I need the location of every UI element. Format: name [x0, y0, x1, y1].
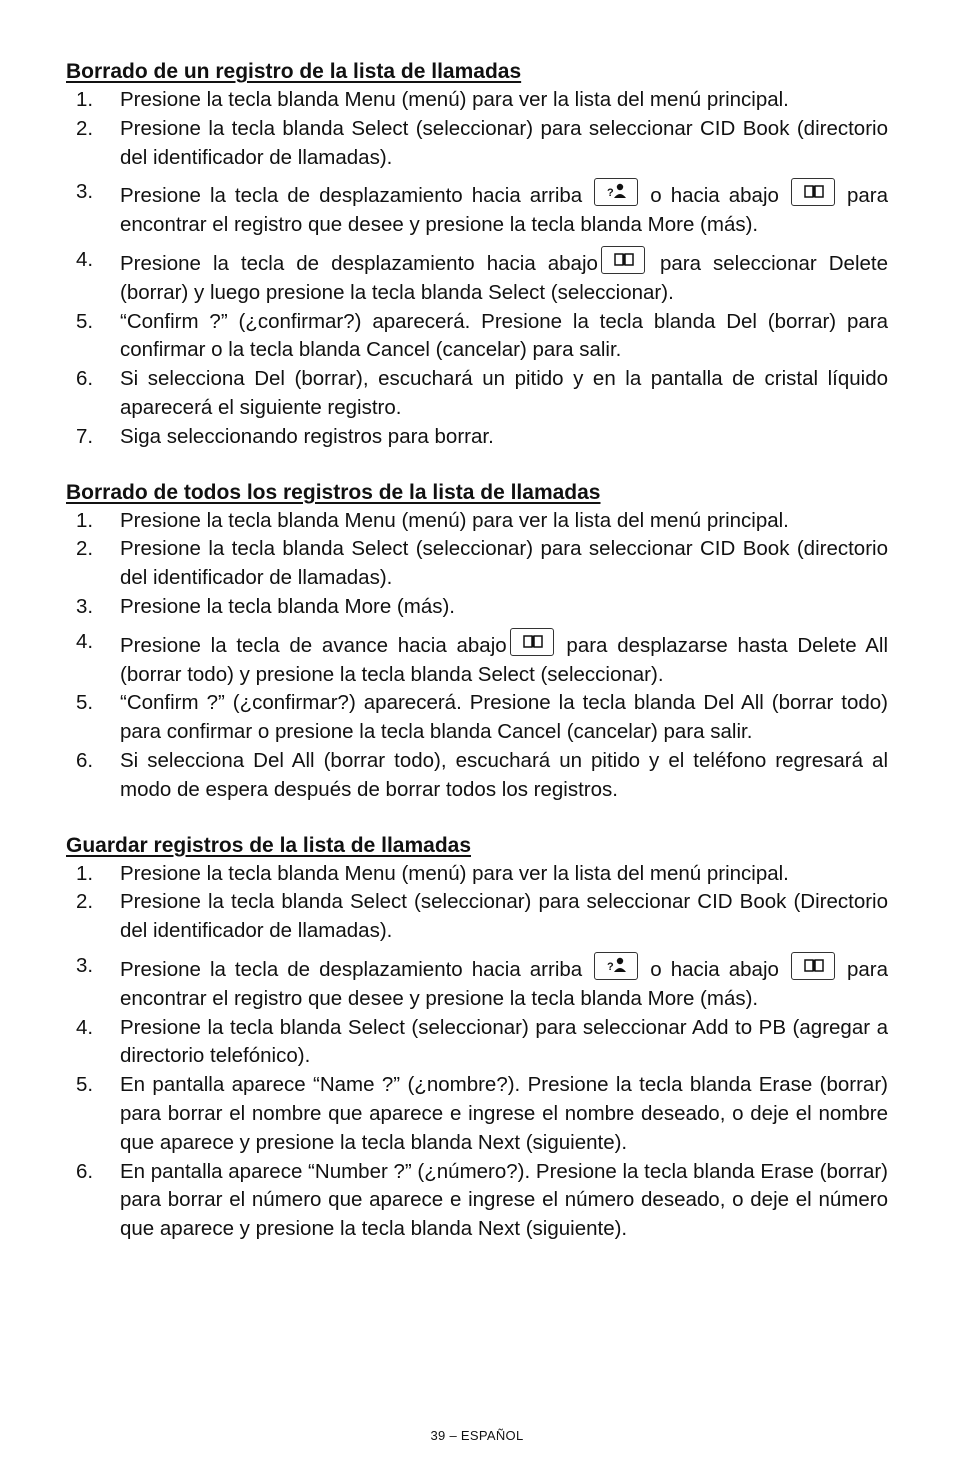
list-item [66, 622, 888, 690]
step-number: 2. [76, 890, 94, 914]
step-list [66, 86, 888, 452]
step-list [66, 507, 888, 805]
cid-up-key-icon [594, 178, 638, 206]
phonebook-down-key-icon [601, 246, 645, 274]
step-text: para seleccionar Delete (borrar) y luego presione la tecla blanda Select (seleccionar). [120, 251, 888, 304]
step-text: “Confirm ?” (¿confirmar?) aparecerá. Presione la tecla blanda Del All (borrar todo) para confirmar o presione la tecla blanda Cancel (cancelar) para salir. [120, 691, 888, 744]
list-item [66, 747, 888, 805]
section-title: Guardar registros de la lista de llamadas [66, 833, 471, 857]
cid-up-key-icon [594, 952, 638, 980]
step-number: 4. [76, 247, 94, 271]
list-item [66, 888, 888, 946]
list-item [66, 172, 888, 240]
list-item [66, 86, 888, 115]
list-item [66, 535, 888, 593]
step-number: 2. [76, 537, 94, 561]
list-item [66, 1158, 888, 1244]
step-text: Presione la tecla blanda Select (seleccionar) para seleccionar CID Book (directorio del identificador de llamadas). [120, 537, 888, 590]
step-number: 1. [76, 861, 94, 885]
step-text: Si selecciona Del (borrar), escuchará un pitido y en la pantalla de cristal líquido aparecerá el siguiente registro. [120, 367, 888, 419]
step-number: 6. [76, 1159, 94, 1183]
step-text: Presione la tecla de avance hacia abajo [120, 633, 507, 657]
step-number: 2. [76, 116, 94, 140]
step-text: para desplazarse hasta Delete All (borrar todo) y presione la tecla blanda Select (seleccionar). [120, 633, 888, 686]
step-text: Presione la tecla de desplazamiento hacia abajo [120, 251, 598, 275]
list-item [66, 308, 888, 366]
phonebook-down-key-icon [791, 178, 835, 206]
step-number: 5. [76, 691, 94, 715]
step-text: para encontrar el registro que desee y presione la tecla blanda More (más). [120, 957, 889, 1010]
step-text: Presione la tecla blanda Select (seleccionar) para seleccionar Add to PB (agregar a directorio telefónico). [120, 1015, 888, 1068]
list-item [66, 1014, 888, 1072]
step-number: 6. [76, 367, 94, 391]
step-list [66, 860, 888, 1244]
step-text: Presione la tecla blanda Menu (menú) para ver la lista del menú principal. [120, 861, 789, 885]
step-text: Presione la tecla blanda Select (seleccionar) para seleccionar CID Book (directorio del identificador de llamadas). [120, 116, 888, 169]
list-item [66, 115, 888, 173]
step-number: 5. [76, 309, 94, 333]
section-save-records [66, 832, 888, 1244]
section-delete-one [66, 58, 888, 452]
list-item [66, 240, 888, 308]
step-number: 4. [76, 629, 94, 653]
list-item [66, 593, 888, 622]
step-number: 7. [76, 424, 94, 448]
page-footer: 39 – ESPAÑOL [430, 1428, 524, 1443]
step-number: 3. [76, 953, 94, 977]
step-number: 1. [76, 88, 94, 111]
step-text: Presione la tecla blanda Select (seleccionar) para seleccionar CID Book (Directorio del identificador de llamadas). [120, 890, 888, 943]
step-number: 4. [76, 1015, 94, 1039]
step-text: Presione la tecla blanda More (más). [120, 594, 455, 618]
step-text: Presione la tecla de desplazamiento hacia arriba [120, 957, 592, 981]
step-text: Si selecciona Del All (borrar todo), escuchará un pitido y el teléfono regresará al modo de espera después de borrar todos los registros. [120, 748, 888, 801]
step-number: 6. [76, 748, 94, 772]
step-text: Siga seleccionando registros para borrar. [120, 424, 494, 448]
list-item [66, 507, 888, 536]
step-text: o hacia abajo [650, 957, 788, 981]
list-item [66, 423, 888, 452]
section-title: Borrado de todos los registros de la lista de llamadas [66, 480, 601, 504]
step-text: Presione la tecla blanda Menu (menú) para ver la lista del menú principal. [120, 508, 789, 532]
step-text: En pantalla aparece “Name ?” (¿nombre?). Presione la tecla blanda Erase (borrar) para borrar el nombre que aparece e ingrese el nombre deseado, o deje el nombre que aparece y presione la tecla blanda Next (siguiente). [120, 1073, 888, 1154]
step-number: 1. [76, 508, 94, 532]
step-text: Presione la tecla blanda Menu (menú) para ver la lista del menú principal. [120, 88, 789, 111]
svg-text:?: ? [607, 187, 614, 200]
step-text: Presione la tecla de desplazamiento hacia arriba [120, 184, 592, 208]
step-number: 5. [76, 1073, 94, 1097]
step-number: 3. [76, 180, 94, 204]
list-item [66, 689, 888, 747]
step-number: 3. [76, 594, 94, 618]
list-item [66, 946, 888, 1014]
list-item [66, 365, 888, 423]
step-text: o hacia abajo [650, 184, 788, 208]
section-delete-all [66, 479, 888, 805]
document-body [66, 58, 888, 1271]
list-item [66, 1071, 888, 1157]
svg-text:?: ? [607, 960, 614, 973]
section-title: Borrado de un registro de la lista de llamadas [66, 60, 522, 83]
step-text: En pantalla aparece “Number ?” (¿número?). Presione la tecla blanda Erase (borrar) para borrar el número que aparece e ingrese el número deseado, o deje el número que aparece y presione la tecla blanda Next (siguiente). [120, 1159, 888, 1241]
list-item [66, 860, 888, 889]
step-text: para encontrar el registro que desee y presione la tecla blanda More (más). [120, 184, 889, 237]
phonebook-down-key-icon [510, 628, 554, 656]
phonebook-down-key-icon [791, 952, 835, 980]
step-text: “Confirm ?” (¿confirmar?) aparecerá. Presione la tecla blanda Del (borrar) para confirmar o la tecla blanda Cancel (cancelar) para salir. [120, 309, 888, 362]
